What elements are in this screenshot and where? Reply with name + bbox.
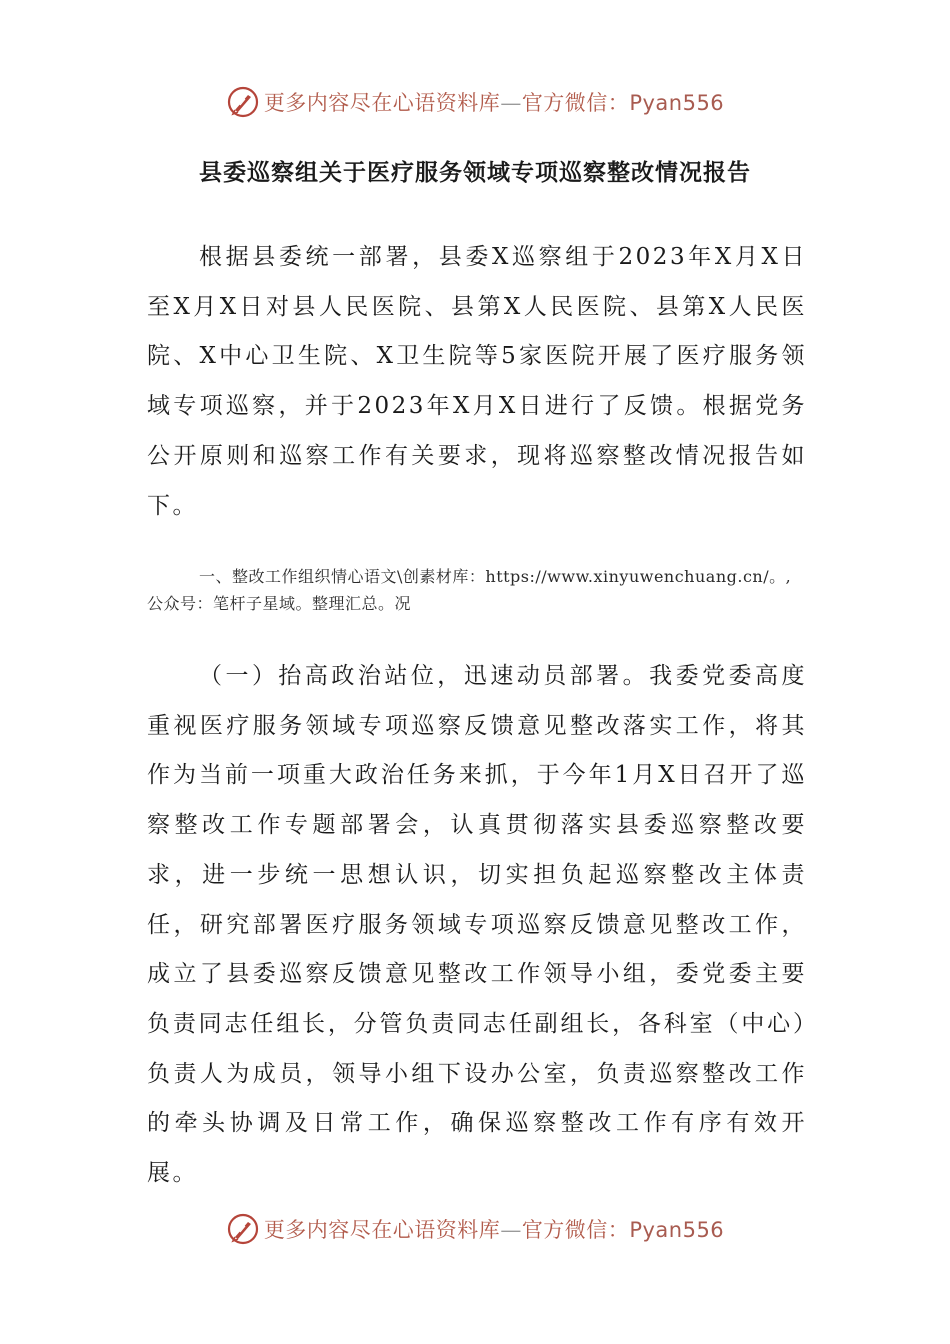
banner-text (264, 87, 724, 117)
banner-suffix: 官方微信： (521, 91, 630, 115)
quill-pen-logo-icon (226, 1212, 260, 1246)
wechat-id: Pyan556 (629, 1218, 725, 1242)
banner-separator: — (500, 1218, 522, 1242)
quill-pen-logo-icon (226, 85, 260, 119)
intro-paragraph: 根据县委统一部署，县委X巡察组于2023年X月X日至X月X日对县人民医院、县第X人民医院、县第X人民医院、X中心卫生院、X卫生院等5家医院开展了医疗服务领域专项巡察，并于2023年X月X日进行了反馈。根据党务公开原则和巡察工作有关要求，现将巡察整改情况报告如下。 (147, 244, 807, 519)
banner-text (264, 1214, 724, 1244)
banner-brand-text: 更多内容尽在心语资料库 (263, 1218, 501, 1242)
footer-watermark-banner (0, 1209, 950, 1249)
wechat-id: Pyan556 (629, 91, 725, 115)
section-heading-note: 一、整改工作组织情心语文\创素材库：https://www.xinyuwenchuang.cn/。,公众号：笔杆子星域。整理汇总。况 (147, 567, 792, 613)
banner-separator: — (500, 91, 522, 115)
banner-suffix: 官方微信： (521, 1218, 630, 1242)
header-watermark-banner (0, 82, 950, 122)
document-title: 县委巡察组关于医疗服务领域专项巡察整改情况报告 (199, 159, 751, 186)
banner-brand-text: 更多内容尽在心语资料库 (263, 91, 501, 115)
body-paragraph-1: （一）抬高政治站位，迅速动员部署。我委党委高度重视医疗服务领域专项巡察反馈意见整改落实工作，将其作为当前一项重大政治任务来抓，于今年1月X日召开了巡察整改工作专题部署会，认真贯彻落实县委巡察整改要求，进一步统一思想认识，切实担负起巡察整改主体责任，研究部署医疗服务领域专项巡察反馈意见整改工作，成立了县委巡察反馈意见整改工作领导小组，委党委主要负责同志任组长，分管负责同志任副组长，各科室（中心）负责人为成员，领导小组下设办公室，负责巡察整改工作的牵头协调及日常工作，确保巡察整改工作有序有效开展。 (147, 663, 807, 1187)
